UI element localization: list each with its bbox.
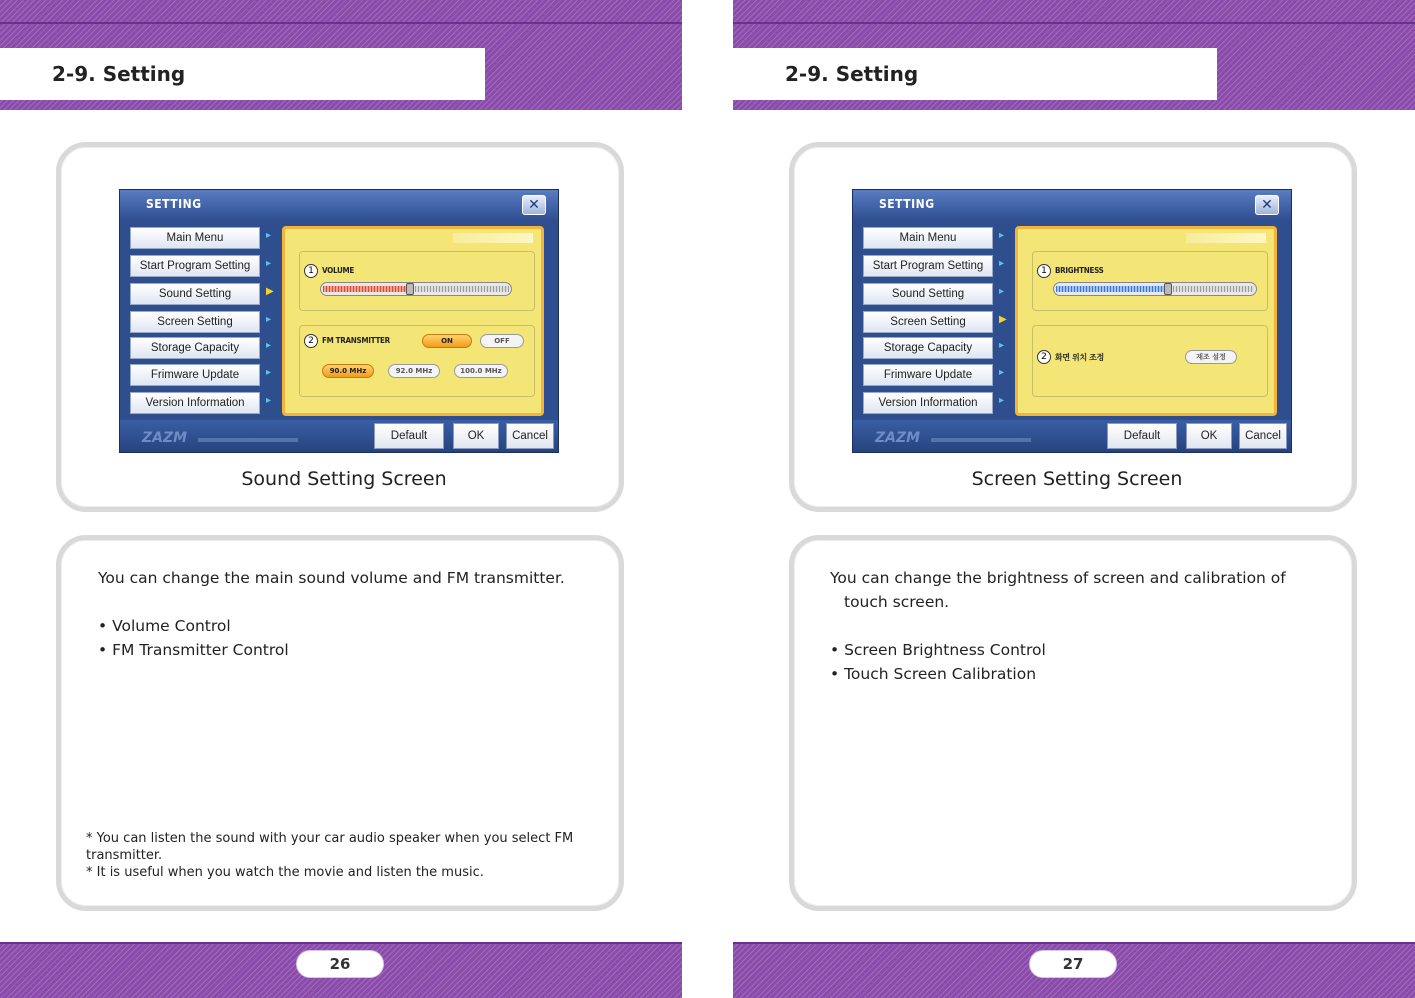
page-number: 26 bbox=[296, 950, 384, 978]
brightness-group bbox=[1032, 251, 1268, 311]
menu-version-information[interactable]: Version Information bbox=[130, 392, 260, 414]
brand-logo: ZAZM bbox=[142, 430, 188, 446]
fm-transmitter-label: FM TRANSMITTER bbox=[322, 336, 390, 345]
freq-button-1[interactable]: 90.0 MHz bbox=[322, 364, 374, 378]
screen-setting-content bbox=[1015, 226, 1277, 416]
menu-storage-capacity[interactable]: Storage Capacity bbox=[130, 337, 260, 359]
active-arrow-icon: ▶ bbox=[266, 286, 274, 297]
window-title: SETTING bbox=[879, 197, 935, 211]
menu-sound-setting[interactable]: Sound Setting bbox=[863, 283, 993, 305]
arrow-icon: ▸ bbox=[999, 395, 1005, 406]
note-1: * You can listen the sound with your car audio speaker when you select FM transmitter. bbox=[86, 831, 574, 863]
arrow-icon: ▸ bbox=[999, 258, 1005, 269]
volume-label: VOLUME bbox=[322, 266, 354, 275]
default-button[interactable]: Default bbox=[374, 423, 444, 449]
menu-sound-setting[interactable]: Sound Setting bbox=[130, 283, 260, 305]
close-icon[interactable]: ✕ bbox=[1255, 195, 1279, 215]
freq-button-3[interactable]: 100.0 MHz bbox=[454, 364, 508, 378]
description-text: You can change the main sound volume and FM transmitter. bbox=[98, 569, 565, 587]
brightness-fill bbox=[1056, 286, 1165, 292]
description-line-2: touch screen. bbox=[844, 593, 950, 611]
bullet-screen-brightness-control: • Screen Brightness Control bbox=[830, 641, 1046, 659]
active-arrow-icon: ▶ bbox=[999, 314, 1007, 325]
panel-header-graphic bbox=[453, 233, 533, 243]
arrow-icon: ▸ bbox=[999, 286, 1005, 297]
menu-firmware-update[interactable]: Frimware Update bbox=[863, 364, 993, 386]
sound-setting-content bbox=[282, 226, 544, 416]
page-27 bbox=[733, 0, 1415, 998]
notes bbox=[86, 830, 586, 881]
bullet-touch-screen-calibration: • Touch Screen Calibration bbox=[830, 665, 1037, 683]
window-title: SETTING bbox=[146, 197, 202, 211]
calibrate-button[interactable]: 재조 설정 bbox=[1185, 350, 1237, 364]
arrow-icon: ▸ bbox=[999, 367, 1005, 378]
arrow-icon: ▸ bbox=[999, 230, 1005, 241]
arrow-icon: ▸ bbox=[266, 258, 272, 269]
brand-logo: ZAZM bbox=[875, 430, 921, 446]
brightness-label: BRIGHTNESS bbox=[1055, 266, 1104, 275]
fm-off-toggle[interactable]: OFF bbox=[480, 334, 524, 348]
section-title: 2-9. Setting bbox=[785, 62, 919, 86]
menu-main-menu[interactable]: Main Menu bbox=[863, 227, 993, 249]
window-footer bbox=[853, 420, 1291, 452]
menu-screen-setting[interactable]: Screen Setting bbox=[863, 311, 993, 333]
default-button[interactable]: Default bbox=[1107, 423, 1177, 449]
screenshot-caption: Screen Setting Screen bbox=[863, 462, 1291, 498]
section-title-box bbox=[0, 48, 485, 100]
description-line-1: You can change the brightness of screen and calibration of bbox=[830, 569, 1286, 587]
page-number: 27 bbox=[1029, 950, 1117, 978]
menu-screen-setting[interactable]: Screen Setting bbox=[130, 311, 260, 333]
ok-button[interactable]: OK bbox=[453, 423, 499, 449]
menu-firmware-update[interactable]: Frimware Update bbox=[130, 364, 260, 386]
section-title-box bbox=[733, 48, 1217, 100]
arrow-icon: ▸ bbox=[266, 340, 272, 351]
calibration-group bbox=[1032, 325, 1268, 397]
panel-header-graphic bbox=[1186, 233, 1266, 243]
calibration-label: 화면 위치 조정 bbox=[1055, 353, 1104, 362]
window-title-bar bbox=[853, 190, 1291, 220]
number-1-icon: 1 bbox=[1037, 264, 1051, 278]
setting-window bbox=[852, 189, 1292, 453]
menu-start-program-setting[interactable]: Start Program Setting bbox=[863, 255, 993, 277]
brand-tagline-graphic bbox=[198, 438, 298, 442]
fm-on-toggle[interactable]: ON bbox=[422, 334, 472, 348]
fm-transmitter-group bbox=[299, 325, 535, 397]
note-2: * It is useful when you watch the movie and listen the music. bbox=[86, 865, 484, 880]
arrow-icon: ▸ bbox=[266, 314, 272, 325]
close-icon[interactable]: ✕ bbox=[522, 195, 546, 215]
freq-button-2[interactable]: 92.0 MHz bbox=[388, 364, 440, 378]
bullet-fm-transmitter-control: • FM Transmitter Control bbox=[98, 641, 289, 659]
slider-track bbox=[415, 286, 509, 292]
menu-main-menu[interactable]: Main Menu bbox=[130, 227, 260, 249]
cancel-button[interactable]: Cancel bbox=[1239, 423, 1287, 449]
slider-knob[interactable] bbox=[406, 283, 414, 295]
arrow-icon: ▸ bbox=[999, 340, 1005, 351]
page-26 bbox=[0, 0, 682, 998]
arrow-icon: ▸ bbox=[266, 230, 272, 241]
volume-fill bbox=[323, 286, 407, 292]
arrow-icon: ▸ bbox=[266, 367, 272, 378]
slider-knob[interactable] bbox=[1164, 283, 1172, 295]
menu-start-program-setting[interactable]: Start Program Setting bbox=[130, 255, 260, 277]
arrow-icon: ▸ bbox=[266, 395, 272, 406]
ok-button[interactable]: OK bbox=[1186, 423, 1232, 449]
bullet-volume-control: • Volume Control bbox=[98, 617, 231, 635]
brand-tagline-graphic bbox=[931, 438, 1031, 442]
setting-window bbox=[119, 189, 559, 453]
menu-storage-capacity[interactable]: Storage Capacity bbox=[863, 337, 993, 359]
volume-slider[interactable] bbox=[320, 282, 512, 296]
section-title: 2-9. Setting bbox=[52, 62, 186, 86]
volume-group bbox=[299, 251, 535, 311]
number-2-icon: 2 bbox=[304, 334, 318, 348]
window-title-bar bbox=[120, 190, 558, 220]
screenshot-caption: Sound Setting Screen bbox=[130, 462, 558, 498]
menu-version-information[interactable]: Version Information bbox=[863, 392, 993, 414]
description-text bbox=[830, 566, 1286, 614]
number-1-icon: 1 bbox=[304, 264, 318, 278]
cancel-button[interactable]: Cancel bbox=[506, 423, 554, 449]
brightness-slider[interactable] bbox=[1053, 282, 1257, 296]
window-footer bbox=[120, 420, 558, 452]
slider-track bbox=[1173, 286, 1254, 292]
number-2-icon: 2 bbox=[1037, 350, 1051, 364]
